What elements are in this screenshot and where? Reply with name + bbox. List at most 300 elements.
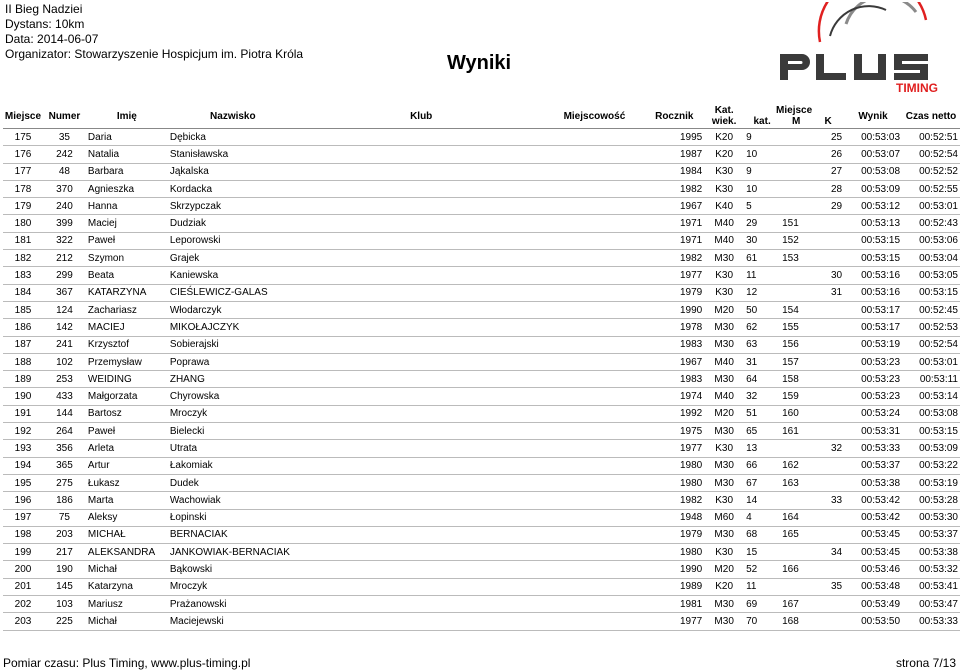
cell-first-name: Beata [86,267,168,284]
race-date: Data: 2014-06-07 [5,32,99,46]
cell-place-m: 164 [780,509,812,526]
cell-club [298,457,545,474]
table-row [3,267,960,284]
cell-place-k [812,405,844,422]
cell-category: M30 [704,423,744,440]
cell-city [545,198,645,215]
cell-net-time: 00:53:14 [902,388,960,405]
cell-club [298,336,545,353]
cell-city [545,371,645,388]
cell-place-k [812,613,844,630]
cell-first-name: Michał [86,613,168,630]
cell-city [545,146,645,163]
table-row [3,423,960,440]
cell-place-cat: 61 [744,250,780,267]
cell-place-m: 156 [780,336,812,353]
cell-club [298,284,545,301]
cell-net-time: 00:53:15 [902,423,960,440]
cell-number: 103 [43,596,86,613]
race-distance: Dystans: 10km [5,17,85,31]
cell-category: M20 [704,405,744,422]
cell-result: 00:53:19 [844,336,902,353]
cell-result: 00:53:42 [844,492,902,509]
cell-year: 1948 [644,509,704,526]
cell-number: 275 [43,474,86,491]
table-row [3,474,960,491]
footer-timing: Pomiar czasu: Plus Timing, www.plus-timing.pl [3,656,251,670]
results-body [3,129,960,631]
cell-place: 195 [3,474,43,491]
cell-category: K20 [704,578,744,595]
cell-place-cat: 63 [744,336,780,353]
cell-place-cat: 64 [744,371,780,388]
cell-place: 182 [3,250,43,267]
cell-year: 1980 [644,457,704,474]
table-row [3,405,960,422]
cell-net-time: 00:52:55 [902,180,960,197]
cell-last-name: Poprawa [168,353,298,370]
cell-place-m: 157 [780,353,812,370]
cell-place-m: 167 [780,596,812,613]
results-header [3,104,960,129]
table-row [3,526,960,543]
cell-place-k [812,474,844,491]
table-row [3,180,960,197]
cell-category: M30 [704,526,744,543]
cell-first-name: MICHAŁ [86,526,168,543]
col-category-line1: Kat. [714,105,734,116]
cell-city [545,613,645,630]
cell-place-m: 168 [780,613,812,630]
cell-city [545,474,645,491]
cell-place-m [780,146,812,163]
col-result: Wynik [844,104,902,129]
cell-result: 00:53:08 [844,163,902,180]
cell-first-name: Michał [86,561,168,578]
cell-club [298,509,545,526]
cell-net-time: 00:52:54 [902,336,960,353]
cell-place: 190 [3,388,43,405]
cell-first-name: ALEKSANDRA [86,544,168,561]
cell-net-time: 00:52:51 [902,129,960,146]
cell-club [298,353,545,370]
cell-first-name: Hanna [86,198,168,215]
cell-number: 367 [43,284,86,301]
cell-club [298,474,545,491]
cell-place-k [812,215,844,232]
cell-city [545,596,645,613]
cell-place-cat: 67 [744,474,780,491]
cell-place-k: 30 [812,267,844,284]
cell-category: M30 [704,596,744,613]
cell-city [545,388,645,405]
cell-number: 322 [43,232,86,249]
cell-net-time: 00:53:22 [902,457,960,474]
cell-place-m: 159 [780,388,812,405]
cell-number: 212 [43,250,86,267]
cell-place: 183 [3,267,43,284]
cell-result: 00:53:23 [844,371,902,388]
cell-place-m: 161 [780,423,812,440]
cell-result: 00:53:48 [844,578,902,595]
cell-club [298,180,545,197]
cell-number: 240 [43,198,86,215]
cell-year: 1967 [644,353,704,370]
cell-net-time: 00:52:54 [902,146,960,163]
cell-first-name: Katarzyna [86,578,168,595]
cell-place-k: 26 [812,146,844,163]
cell-result: 00:53:46 [844,561,902,578]
table-row [3,613,960,630]
cell-year: 1980 [644,474,704,491]
race-organizer: Organizator: Stowarzyszenie Hospicjum im. Piotra Króla [5,47,304,61]
cell-year: 1974 [644,388,704,405]
cell-first-name: KATARZYNA [86,284,168,301]
table-row [3,146,960,163]
cell-place-k [812,526,844,543]
table-row [3,578,960,595]
cell-place-k [812,596,844,613]
cell-place: 202 [3,596,43,613]
cell-result: 00:53:15 [844,250,902,267]
cell-year: 1982 [644,180,704,197]
cell-city [545,578,645,595]
cell-city [545,232,645,249]
cell-category: M30 [704,336,744,353]
cell-club [298,388,545,405]
cell-last-name: Leporowski [168,232,298,249]
cell-net-time: 00:52:52 [902,163,960,180]
cell-net-time: 00:53:11 [902,371,960,388]
cell-city [545,250,645,267]
cell-result: 00:53:42 [844,509,902,526]
cell-result: 00:53:24 [844,405,902,422]
cell-first-name: Arleta [86,440,168,457]
cell-club [298,544,545,561]
cell-place-cat: 69 [744,596,780,613]
cell-place-m: 163 [780,474,812,491]
cell-net-time: 00:53:15 [902,284,960,301]
cell-result: 00:53:03 [844,129,902,146]
cell-first-name: Przemysław [86,353,168,370]
cell-place-k [812,301,844,318]
results-table [3,104,960,631]
cell-category: M30 [704,319,744,336]
cell-year: 1971 [644,232,704,249]
cell-last-name: JANKOWIAK-BERNACIAK [168,544,298,561]
table-row [3,457,960,474]
cell-club [298,232,545,249]
cell-result: 00:53:38 [844,474,902,491]
cell-place-cat: 29 [744,215,780,232]
cell-year: 1982 [644,250,704,267]
cell-club [298,198,545,215]
cell-place-cat: 50 [744,301,780,318]
cell-city [545,319,645,336]
table-row [3,388,960,405]
cell-category: M30 [704,474,744,491]
cell-number: 75 [43,509,86,526]
cell-first-name: Szymon [86,250,168,267]
plus-timing-logo [776,2,956,94]
cell-place: 198 [3,526,43,543]
cell-year: 1983 [644,336,704,353]
cell-place-k: 33 [812,492,844,509]
col-place-cat: kat. [753,116,771,127]
cell-category: M20 [704,561,744,578]
cell-net-time: 00:53:05 [902,267,960,284]
cell-place: 197 [3,509,43,526]
cell-net-time: 00:53:30 [902,509,960,526]
cell-place-cat: 31 [744,353,780,370]
cell-category: M20 [704,301,744,318]
cell-net-time: 00:53:08 [902,405,960,422]
table-row [3,336,960,353]
cell-last-name: Stanisławska [168,146,298,163]
cell-first-name: Małgorzata [86,388,168,405]
cell-first-name: Paweł [86,423,168,440]
cell-place-cat: 62 [744,319,780,336]
cell-place-k: 34 [812,544,844,561]
cell-place-m [780,198,812,215]
table-row [3,596,960,613]
col-net-time: Czas netto [902,104,960,129]
cell-place-m [780,163,812,180]
table-row [3,215,960,232]
cell-year: 1984 [644,163,704,180]
cell-club [298,440,545,457]
cell-number: 264 [43,423,86,440]
cell-category: K40 [704,198,744,215]
cell-result: 00:53:49 [844,596,902,613]
cell-last-name: Prażanowski [168,596,298,613]
cell-year: 1977 [644,440,704,457]
cell-year: 1981 [644,596,704,613]
cell-result: 00:53:31 [844,423,902,440]
cell-category: K30 [704,284,744,301]
col-club: Klub [298,104,545,129]
cell-net-time: 00:53:28 [902,492,960,509]
cell-category: K30 [704,440,744,457]
cell-first-name: Mariusz [86,596,168,613]
cell-place-m [780,267,812,284]
cell-place-k [812,423,844,440]
cell-city [545,457,645,474]
cell-last-name: Kaniewska [168,267,298,284]
cell-last-name: Wachowiak [168,492,298,509]
table-row [3,232,960,249]
cell-place-cat: 12 [744,284,780,301]
cell-first-name: Marta [86,492,168,509]
cell-net-time: 00:53:33 [902,613,960,630]
cell-place-k: 27 [812,163,844,180]
cell-number: 48 [43,163,86,180]
cell-place-m: 155 [780,319,812,336]
cell-place-k: 31 [812,284,844,301]
cell-place-cat: 11 [744,267,780,284]
cell-place-m: 158 [780,371,812,388]
cell-club [298,371,545,388]
cell-last-name: BERNACIAK [168,526,298,543]
table-row [3,198,960,215]
table-row [3,129,960,146]
cell-place: 193 [3,440,43,457]
cell-result: 00:53:13 [844,215,902,232]
cell-city [545,301,645,318]
cell-place: 188 [3,353,43,370]
cell-place-k: 28 [812,180,844,197]
cell-number: 433 [43,388,86,405]
cell-number: 190 [43,561,86,578]
cell-place-cat: 10 [744,146,780,163]
cell-result: 00:53:45 [844,544,902,561]
cell-category: M40 [704,232,744,249]
cell-place-k: 32 [812,440,844,457]
cell-number: 356 [43,440,86,457]
cell-place: 186 [3,319,43,336]
cell-number: 370 [43,180,86,197]
cell-club [298,129,545,146]
cell-result: 00:53:17 [844,301,902,318]
cell-year: 1990 [644,561,704,578]
cell-category: K20 [704,129,744,146]
cell-last-name: Utrata [168,440,298,457]
table-row [3,544,960,561]
cell-last-name: Mroczyk [168,578,298,595]
cell-place-k [812,232,844,249]
col-first-name: Imię [86,104,168,129]
cell-place: 199 [3,544,43,561]
cell-number: 399 [43,215,86,232]
cell-place-k [812,388,844,405]
cell-place-k [812,561,844,578]
cell-year: 1992 [644,405,704,422]
table-row [3,353,960,370]
cell-club [298,250,545,267]
cell-number: 186 [43,492,86,509]
cell-club [298,405,545,422]
cell-last-name: Jąkalska [168,163,298,180]
cell-net-time: 00:53:01 [902,198,960,215]
cell-place-k [812,336,844,353]
cell-city [545,129,645,146]
table-row [3,561,960,578]
cell-place: 175 [3,129,43,146]
cell-result: 00:53:15 [844,232,902,249]
cell-number: 225 [43,613,86,630]
table-row [3,250,960,267]
cell-club [298,215,545,232]
cell-club [298,423,545,440]
cell-result: 00:53:16 [844,267,902,284]
cell-year: 1989 [644,578,704,595]
cell-first-name: Natalia [86,146,168,163]
table-row [3,284,960,301]
table-row [3,163,960,180]
cell-place: 180 [3,215,43,232]
cell-result: 00:53:17 [844,319,902,336]
cell-net-time: 00:53:41 [902,578,960,595]
cell-first-name: Łukasz [86,474,168,491]
cell-city [545,215,645,232]
cell-first-name: MACIEJ [86,319,168,336]
cell-number: 144 [43,405,86,422]
cell-place: 181 [3,232,43,249]
table-row [3,509,960,526]
cell-place: 187 [3,336,43,353]
cell-place-m [780,284,812,301]
cell-first-name: Zachariasz [86,301,168,318]
cell-last-name: Bąkowski [168,561,298,578]
cell-category: K30 [704,180,744,197]
cell-year: 1995 [644,129,704,146]
cell-place-cat: 66 [744,457,780,474]
table-row [3,492,960,509]
cell-year: 1977 [644,267,704,284]
cell-place-cat: 13 [744,440,780,457]
cell-city [545,561,645,578]
cell-first-name: Maciej [86,215,168,232]
cell-first-name: Aleksy [86,509,168,526]
cell-net-time: 00:53:06 [902,232,960,249]
cell-place-cat: 70 [744,613,780,630]
cell-net-time: 00:53:32 [902,561,960,578]
cell-year: 1967 [644,198,704,215]
cell-place: 192 [3,423,43,440]
cell-city [545,163,645,180]
col-place-group-label: Miejsce [776,105,813,116]
cell-last-name: Łopinski [168,509,298,526]
cell-place-m: 162 [780,457,812,474]
cell-place-cat: 32 [744,388,780,405]
cell-place: 177 [3,163,43,180]
cell-place: 194 [3,457,43,474]
cell-place-m [780,578,812,595]
cell-category: K30 [704,492,744,509]
cell-last-name: Dudziak [168,215,298,232]
cell-place: 185 [3,301,43,318]
cell-club [298,301,545,318]
cell-number: 217 [43,544,86,561]
cell-place-cat: 5 [744,198,780,215]
cell-year: 1979 [644,526,704,543]
cell-number: 124 [43,301,86,318]
logo-sub-text: TIMING [896,81,938,94]
col-city: Miejscowość [545,104,645,129]
cell-place-m: 165 [780,526,812,543]
col-place: Miejsce [3,104,43,129]
cell-year: 1977 [644,613,704,630]
cell-last-name: Chyrowska [168,388,298,405]
cell-place-m: 154 [780,301,812,318]
cell-first-name: Bartosz [86,405,168,422]
cell-last-name: Dudek [168,474,298,491]
cell-place-cat: 65 [744,423,780,440]
cell-last-name: Dębicka [168,129,298,146]
cell-category: K20 [704,146,744,163]
cell-place-k: 35 [812,578,844,595]
cell-club [298,613,545,630]
cell-city [545,526,645,543]
cell-category: K30 [704,267,744,284]
cell-place-m [780,492,812,509]
table-row [3,440,960,457]
cell-category: M40 [704,388,744,405]
cell-year: 1983 [644,371,704,388]
cell-place-k [812,509,844,526]
table-row [3,371,960,388]
cell-city [545,353,645,370]
